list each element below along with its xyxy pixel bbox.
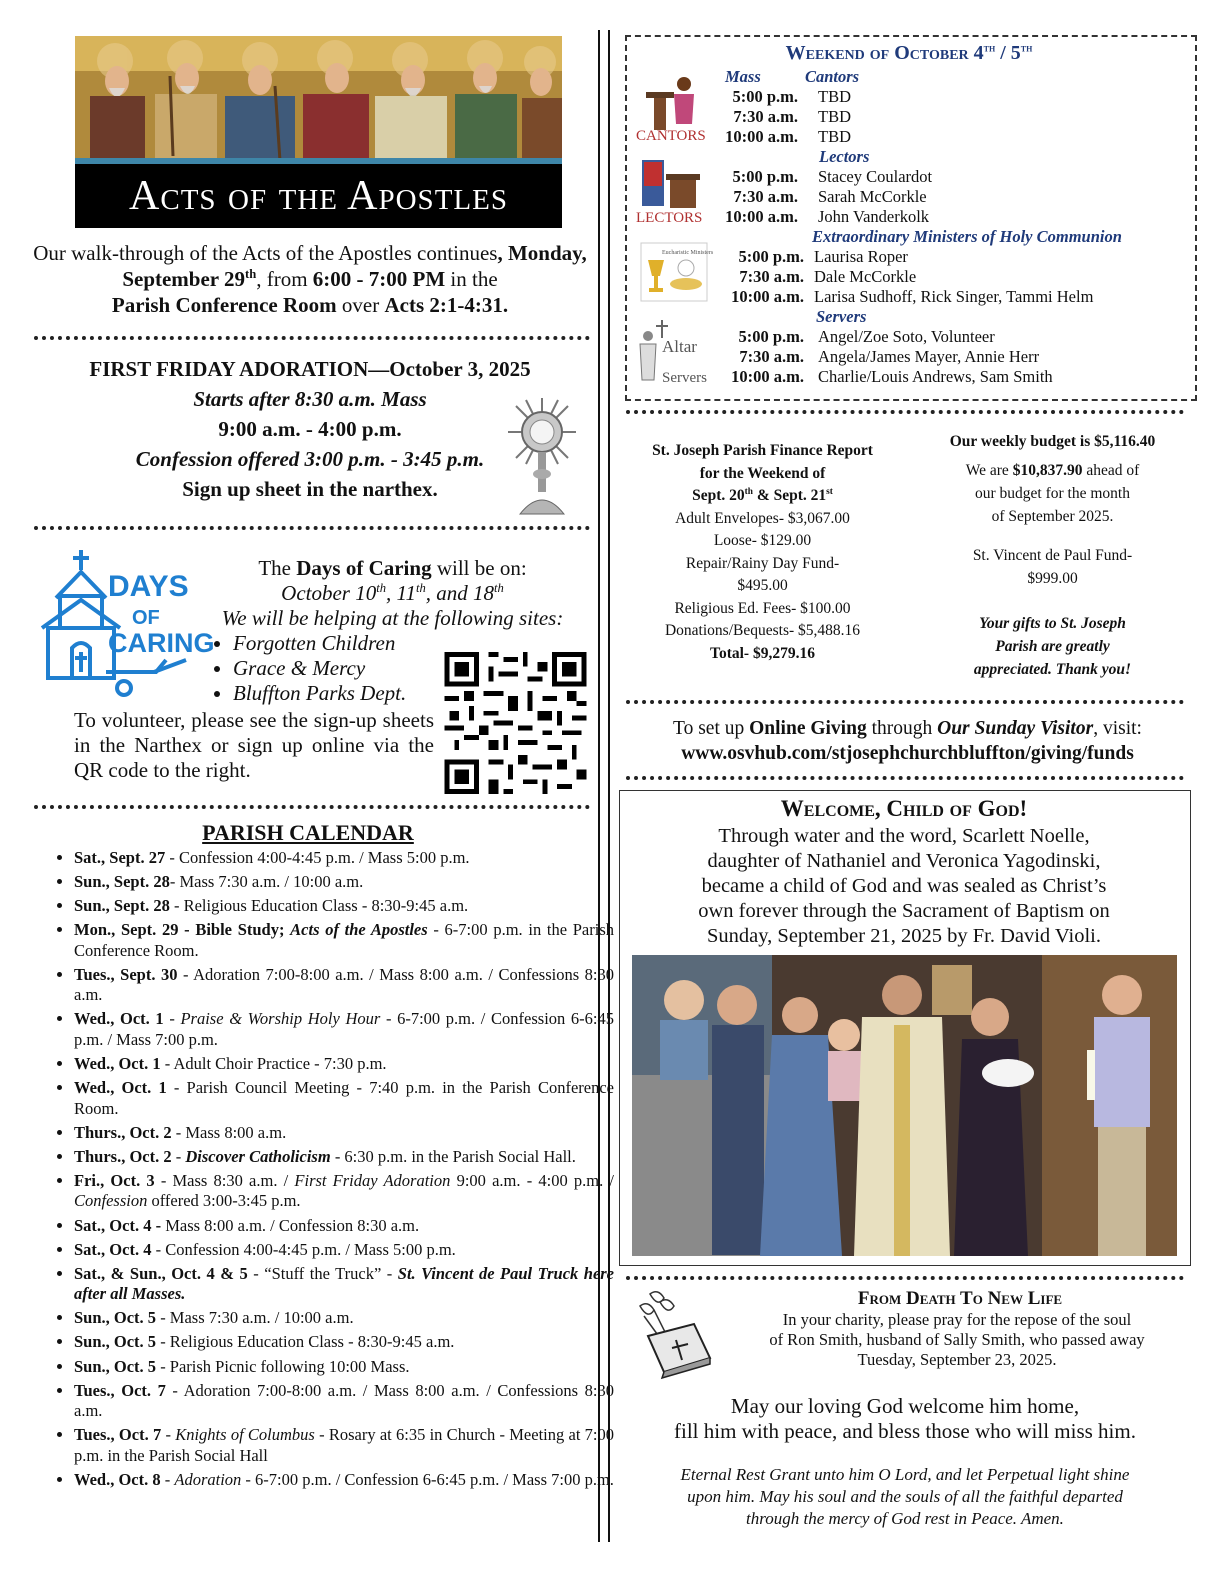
calendar-item-text: - Rosary at 6:35 in Church - Meeting at 7:00 p.m. in the Parish Social Hall bbox=[74, 1425, 614, 1465]
calendar-item-em: Knights of Columbus bbox=[175, 1425, 315, 1445]
qr-code[interactable] bbox=[443, 652, 588, 794]
calendar-item bbox=[74, 1171, 614, 1212]
minister-name: Larisa Sudhoff, Rick Singer, Tammi Helm bbox=[814, 287, 1094, 306]
minister-name: Sarah McCorkle bbox=[818, 187, 927, 206]
calendar-item-day: Sun., Oct. 5 bbox=[74, 1308, 157, 1328]
ahead-text-4: of September 2025. bbox=[991, 508, 1114, 525]
giving-bold: Online Giving bbox=[749, 718, 867, 739]
calendar-item-text: - Confession 4:00-4:45 p.m. / Mass 5:00 p.m. bbox=[165, 848, 470, 867]
acts-day: Monday, September 29 bbox=[122, 241, 587, 291]
calendar-item bbox=[74, 1308, 614, 1329]
calendar-item bbox=[74, 1240, 614, 1261]
doc-intro-text-2: will be on: bbox=[431, 556, 527, 580]
calendar-item-text: - Parish Picnic following 10:00 Mass. bbox=[156, 1356, 410, 1376]
welcome-line: Sunday, September 21, 2025 by Fr. David Violi. bbox=[707, 925, 1101, 947]
calendar-item-day: Fri., Oct. 3 bbox=[74, 1170, 155, 1190]
calendar-item bbox=[74, 896, 614, 917]
finance-heading-3: Sept. 20 bbox=[692, 487, 745, 504]
doc-intro-text: The bbox=[258, 556, 297, 580]
mass-time: 7:30 a.m. bbox=[733, 107, 798, 126]
minister-name: Laurisa Roper bbox=[814, 247, 908, 266]
doc-site: • Forgotten Children bbox=[233, 631, 590, 656]
cantors-header: Cantors bbox=[805, 67, 860, 86]
minister-name: John Vanderkolk bbox=[818, 207, 930, 226]
servers-icon-label-2: Servers bbox=[662, 370, 707, 386]
first-friday-hours: 9:00 a.m. - 4:00 p.m. bbox=[218, 417, 402, 441]
ahead-text-3: our budget for the month bbox=[975, 485, 1130, 502]
schedule-row bbox=[712, 127, 1182, 147]
calendar-item-text: - Adoration 7:00-8:00 a.m. / Mass 8:00 a.m. / Confessions 8:30 a.m. bbox=[74, 1380, 614, 1421]
prayer-line: fill him with peace, and bless those who will miss him. bbox=[674, 1419, 1136, 1443]
calendar-item-day: Sun., Sept. 28 bbox=[74, 872, 170, 892]
calendar-item bbox=[74, 1470, 614, 1491]
finance-heading-sup-2: st bbox=[826, 486, 833, 497]
welcome-line: daughter of Nathaniel and Veronica Yagodinski, bbox=[707, 850, 1101, 872]
eternal-rest-prayer bbox=[620, 1464, 1190, 1530]
schedule-row bbox=[712, 207, 1182, 227]
calendar-item-day: Sat., Sept. 27 bbox=[74, 848, 166, 867]
divider-dotted bbox=[34, 805, 590, 809]
servers-header: Servers bbox=[816, 307, 867, 326]
minister-name: Charlie/Louis Andrews, Sam Smith bbox=[818, 367, 1053, 386]
calendar-item-text: - Adoration 7:00-8:00 a.m. / Mass 8:00 a.m. / Confessions 8:30 a.m. bbox=[74, 964, 614, 1005]
doc-date-1-sup: th bbox=[376, 581, 387, 595]
calendar-item-text: - Mass 8:30 a.m. / bbox=[154, 1170, 295, 1190]
monstrance-icon bbox=[502, 394, 582, 518]
calendar-item-em: First Friday Adoration bbox=[294, 1170, 451, 1190]
thanks-text-3: appreciated. Thank you! bbox=[973, 661, 1132, 678]
divider-dotted bbox=[626, 410, 1184, 414]
weekend-title-sup: th bbox=[983, 40, 996, 55]
finance-line: Loose- $129.00 bbox=[713, 532, 812, 549]
first-friday-heading: FIRST FRIDAY ADORATION—October 3, 2025 bbox=[89, 357, 531, 381]
welcome-line: own forever through the Sacrament of Baptism on bbox=[698, 900, 1110, 922]
eucharistic-ministers-icon bbox=[640, 242, 714, 302]
calendar-item-pre: - bbox=[161, 1425, 176, 1445]
calendar-item-text: - 6:30 p.m. in the Parish Social Hall. bbox=[330, 1146, 576, 1166]
bible-lily-icon bbox=[630, 1288, 715, 1380]
doc-site: • Grace & Mercy bbox=[233, 656, 590, 681]
schedule-row bbox=[712, 87, 1182, 107]
memorial-line: In your charity, please pray for the repose of the soul bbox=[782, 1310, 1132, 1329]
minister-name: Angela/James Mayer, Annie Herr bbox=[818, 347, 1040, 366]
calendar-item-day: Sun., Oct. 5 bbox=[74, 1332, 157, 1352]
ahead-text-2: ahead of bbox=[1082, 462, 1140, 479]
eternal-line: upon him. May his soul and the souls of all the faithful departed bbox=[687, 1487, 1123, 1506]
acts-intro-text-2: , from bbox=[256, 267, 313, 291]
welcome-line: Through water and the word, Scarlett Noelle, bbox=[718, 825, 1090, 847]
calendar-item-day: Sat., Oct. 4 bbox=[74, 1239, 152, 1259]
calendar-item-pre: - bbox=[163, 1009, 181, 1029]
calendar-item-text: - Religious Education Class - 8:30-9:45 a.m. bbox=[169, 896, 469, 916]
calendar-item-text2: 9:00 a.m. - 4:00 p.m. / bbox=[450, 1170, 614, 1190]
mass-time: 5:00 p.m. bbox=[738, 327, 804, 346]
calendar-item-em2: Confession bbox=[74, 1191, 148, 1211]
finance-line: Donations/Bequests- $5,488.16 bbox=[664, 622, 861, 639]
weekend-title-sup-2: th bbox=[1020, 40, 1033, 55]
memorial-title: From Death To New Life bbox=[857, 1288, 1063, 1309]
calendar-item-pre: - bbox=[160, 1469, 175, 1489]
doc-date-1: October 10 bbox=[281, 581, 377, 605]
finance-heading-2: for the Weekend of bbox=[699, 464, 826, 482]
schedule-row bbox=[712, 347, 1182, 367]
calendar-item-strong-em: Discover Catholicism bbox=[185, 1146, 331, 1166]
divider-dotted bbox=[34, 526, 590, 530]
calendar-item bbox=[74, 872, 614, 893]
em-header: Extraordinary Ministers of Holy Communion bbox=[812, 227, 1122, 246]
calendar-item bbox=[74, 1078, 614, 1119]
calendar-item bbox=[74, 1381, 614, 1422]
giving-text-2: through bbox=[866, 718, 938, 739]
calendar-item-text: - 6-7:00 p.m. in the Parish Conference Room. bbox=[74, 920, 614, 960]
days-of-caring-logo bbox=[36, 548, 215, 698]
lectors-header: Lectors bbox=[819, 147, 870, 166]
calendar-item-day: Thurs., Oct. 2 bbox=[74, 1146, 172, 1166]
weekend-title-text-2: / 5 bbox=[995, 42, 1021, 64]
first-friday-signup: Sign up sheet in the narthex. bbox=[182, 477, 438, 501]
calendar-item-text: - “Stuff the Truck” - bbox=[247, 1263, 398, 1283]
calendar-item bbox=[74, 965, 614, 1006]
calendar-item bbox=[74, 1332, 614, 1353]
minister-name: Stacey Coulardot bbox=[818, 167, 933, 186]
calendar-item-day: Tues., Oct. 7 bbox=[74, 1380, 166, 1400]
doc-volunteer-text: To volunteer, please see the sign-up sheets in the Narthex or sign up online via the QR code to the right. bbox=[74, 708, 434, 782]
acts-intro-text: Our walk-through of the Acts of the Apostles continues bbox=[33, 241, 498, 265]
minister-name: TBD bbox=[818, 127, 851, 146]
calendar-item-day: Sat., Oct. 4 - bbox=[74, 1215, 162, 1235]
doc-date-3-sup: th bbox=[494, 581, 504, 595]
calendar-item-pre: - bbox=[171, 1146, 186, 1166]
calendar-item-day: Wed., Oct. 1 bbox=[74, 1054, 161, 1074]
mass-time: 10:00 a.m. bbox=[725, 207, 798, 226]
weekend-title-text: Weekend of October 4 bbox=[785, 42, 984, 64]
calendar-item-day: Sat., & Sun., Oct. 4 & 5 bbox=[74, 1263, 248, 1283]
calendar-item-text: - Confession 4:00-4:45 p.m. / Mass 5:00 p.m. bbox=[151, 1239, 456, 1259]
acts-day-sup: th bbox=[245, 267, 257, 281]
cantors-icon bbox=[634, 72, 710, 144]
calendar-item-em: Adoration bbox=[174, 1469, 242, 1489]
doc-site: • Bluffton Parks Dept. bbox=[233, 681, 590, 706]
schedule-row bbox=[712, 167, 1182, 187]
lectors-icon-label: LECTORS bbox=[636, 210, 703, 226]
minister-name: Angel/Zoe Soto, Volunteer bbox=[818, 327, 995, 346]
calendar-item bbox=[74, 920, 614, 961]
acts-intro-text-3: in the bbox=[445, 267, 498, 291]
calendar-item-day: Wed., Oct. 8 bbox=[74, 1469, 161, 1489]
mass-time: 7:30 a.m. bbox=[739, 267, 804, 286]
calendar-item-text3: offered 3:00-3:45 p.m. bbox=[147, 1191, 301, 1211]
finance-heading-1: St. Joseph Parish Finance Report bbox=[652, 442, 873, 459]
calendar-item-em: Praise & Worship Holy Hour bbox=[180, 1009, 381, 1029]
schedule-row bbox=[712, 367, 1182, 387]
servers-rows bbox=[712, 327, 1182, 387]
calendar-item-day: Tues., Oct. 7 bbox=[74, 1425, 162, 1445]
logo-days-text: DAYS bbox=[108, 570, 189, 603]
mass-time: 7:30 a.m. bbox=[739, 347, 804, 366]
baptism-photo bbox=[632, 955, 1177, 1256]
eternal-line: through the mercy of God rest in Peace. Amen. bbox=[746, 1509, 1064, 1528]
em-icon-label: Eucharistic Ministers bbox=[662, 250, 714, 256]
mass-time: 10:00 a.m. bbox=[731, 287, 804, 306]
calendar-item-text: Mass 8:00 a.m. / Confession 8:30 a.m. bbox=[161, 1215, 420, 1235]
first-friday-confession: Confession offered 3:00 p.m. - 3:45 p.m. bbox=[135, 447, 485, 471]
welcome-title: Welcome, Child of God! bbox=[780, 796, 1028, 821]
giving-url[interactable]: www.osvhub.com/stjosephchurchbluffton/giving/funds bbox=[681, 743, 1134, 764]
eternal-line: Eternal Rest Grant unto him O Lord, and let Perpetual light shine bbox=[680, 1465, 1130, 1484]
mass-time: 7:30 a.m. bbox=[733, 187, 798, 206]
calendar-item-day: Tues., Sept. 30 bbox=[74, 964, 178, 984]
calendar-item-text: - Mass 7:30 a.m. / 10:00 a.m. bbox=[169, 872, 364, 892]
divider-dotted bbox=[626, 776, 1184, 780]
thanks-text-1: Your gifts to St. Joseph bbox=[979, 615, 1126, 632]
servers-icon-label-1: Altar bbox=[662, 337, 697, 356]
weekend-title bbox=[625, 42, 1193, 65]
finance-line: Repair/Rainy Day Fund- bbox=[685, 554, 840, 572]
schedule-row bbox=[712, 327, 1182, 347]
schedule-row bbox=[712, 107, 1182, 127]
finance-heading-3b: & Sept. 21 bbox=[752, 487, 827, 504]
calendar-item-text: - Religious Education Class - 8:30-9:45 a.m. bbox=[156, 1332, 455, 1352]
logo-caring-text: CARING bbox=[108, 628, 215, 658]
finance-line: $495.00 bbox=[737, 577, 788, 594]
acts-hero-banner bbox=[75, 36, 562, 228]
giving-text: To set up bbox=[673, 718, 750, 739]
calendar-item bbox=[74, 1123, 614, 1144]
weekly-budget: Our weekly budget is $5,116.40 bbox=[949, 433, 1156, 450]
calendar-item-text: - 6-7:00 p.m. / Confession 6-6:45 p.m. / Mass 7:00 p.m. bbox=[241, 1469, 614, 1489]
calendar-list bbox=[40, 848, 614, 1494]
doc-helping: We will be helping at the following sites: bbox=[221, 606, 564, 630]
finance-line: Adult Envelopes- $3,067.00 bbox=[675, 509, 850, 527]
first-friday-starts: Starts after 8:30 a.m. Mass bbox=[193, 387, 427, 411]
welcome-line: became a child of God and was sealed as Christ’s bbox=[701, 875, 1107, 897]
calendar-item-text: - Mass 8:00 a.m. bbox=[171, 1122, 287, 1142]
finance-total: Total- $9,279.16 bbox=[710, 644, 815, 662]
acts-title: Acts of the Apostles bbox=[75, 164, 562, 228]
memorial-prayer bbox=[620, 1394, 1190, 1444]
memorial-text bbox=[712, 1310, 1202, 1370]
doc-date-3: , and 18 bbox=[425, 581, 495, 605]
ahead-amount: $10,837.90 bbox=[1012, 462, 1083, 479]
first-friday-block bbox=[40, 354, 580, 504]
calendar-item-day: Sun., Sept. 28 bbox=[74, 896, 170, 916]
calendar-item bbox=[74, 1425, 614, 1466]
ahead-text: We are bbox=[965, 462, 1013, 479]
mass-time: 10:00 a.m. bbox=[731, 367, 804, 386]
finance-heading-sup: th bbox=[744, 486, 753, 497]
apostles-painting bbox=[75, 36, 562, 161]
mass-time: 5:00 p.m. bbox=[738, 247, 804, 266]
calendar-item-text: - Mass 7:30 a.m. / 10:00 a.m. bbox=[156, 1308, 354, 1328]
calendar-item bbox=[74, 1216, 614, 1237]
acts-intro-text-4: over bbox=[336, 293, 385, 317]
mass-header: Mass bbox=[725, 67, 761, 86]
schedule-row bbox=[712, 267, 1182, 287]
calendar-item-strong-em: St. Vincent de Paul Truck here after all Masses. bbox=[74, 1263, 615, 1304]
finance-line: Religious Ed. Fees- $100.00 bbox=[674, 599, 851, 617]
cantors-rows bbox=[712, 87, 1182, 147]
calendar-item bbox=[74, 1009, 614, 1050]
calendar-item-text: - Parish Council Meeting - 7:40 p.m. in the Parish Conference Room. bbox=[74, 1078, 614, 1118]
finance-report bbox=[625, 440, 900, 665]
calendar-item bbox=[74, 848, 614, 869]
calendar-item-day: Sun., Oct. 5 bbox=[74, 1356, 157, 1376]
divider-dotted bbox=[626, 1276, 1184, 1280]
doc-date-2-sup: th bbox=[415, 581, 426, 595]
calendar-item-day: Wed., Oct. 1 bbox=[74, 1078, 167, 1098]
giving-text-3: , visit: bbox=[1093, 718, 1142, 739]
minister-name: Dale McCorkle bbox=[814, 267, 917, 286]
welcome-text bbox=[625, 824, 1183, 949]
altar-servers-icon bbox=[634, 318, 710, 390]
calendar-item bbox=[74, 1054, 614, 1075]
acts-intro: Our walk-through of the Acts of the Apostles continues, Monday, September 29th, from 6:00 - 7:00 PM in the Parish Conference Room over Acts 2:1-4:31. bbox=[33, 241, 587, 317]
divider-dotted bbox=[34, 336, 590, 340]
lectors-rows bbox=[712, 167, 1182, 227]
schedule-row bbox=[712, 287, 1182, 307]
doc-intro-bold: Days of Caring bbox=[296, 556, 432, 580]
calendar-item bbox=[74, 1147, 614, 1168]
schedule-row bbox=[712, 187, 1182, 207]
divider-dotted bbox=[626, 700, 1184, 704]
cantors-schedule bbox=[712, 67, 1182, 387]
budget-summary bbox=[925, 430, 1180, 681]
calendar-item-day: Mon., Sept. 29 - Bible Study; bbox=[74, 920, 291, 940]
memorial-line: Tuesday, September 23, 2025. bbox=[857, 1350, 1057, 1369]
svdp-fund-label: St. Vincent de Paul Fund- bbox=[972, 547, 1133, 564]
thanks-text-2: Parish are greatly bbox=[995, 638, 1110, 655]
calendar-item-day: Thurs., Oct. 2 bbox=[74, 1122, 172, 1142]
calendar-item-text: - Adult Choir Practice - 7:30 p.m. bbox=[160, 1054, 387, 1074]
acts-passage: Acts 2:1-4:31. bbox=[384, 293, 509, 317]
mass-time: 10:00 a.m. bbox=[725, 127, 798, 146]
online-giving bbox=[625, 716, 1190, 766]
prayer-line: May our loving God welcome him home, bbox=[730, 1394, 1080, 1418]
mass-time: 5:00 p.m. bbox=[732, 167, 798, 186]
memorial-line: of Ron Smith, husband of Sally Smith, who passed away bbox=[769, 1330, 1145, 1349]
acts-room: Parish Conference Room bbox=[111, 293, 337, 317]
calendar-item bbox=[74, 1357, 614, 1378]
ministers-rows bbox=[712, 247, 1182, 307]
calendar-item-day: Wed., Oct. 1 bbox=[74, 1009, 164, 1029]
mass-time: 5:00 p.m. bbox=[732, 87, 798, 106]
lectors-icon bbox=[634, 156, 710, 226]
schedule-row bbox=[712, 247, 1182, 267]
giving-osv: Our Sunday Visitor bbox=[937, 718, 1094, 739]
calendar-item-text: - 6-7:00 p.m. / Confession 6-6:45 p.m. / Mass 7:00 p.m. bbox=[74, 1009, 615, 1049]
doc-date-2: , 11 bbox=[386, 581, 416, 605]
svdp-fund-amount: $999.00 bbox=[1027, 570, 1078, 587]
acts-time: 6:00 - 7:00 PM bbox=[312, 267, 446, 291]
logo-of-text: OF bbox=[132, 607, 160, 629]
calendar-item-em: Acts of the Apostles bbox=[290, 920, 428, 940]
cantors-icon-label: CANTORS bbox=[636, 128, 706, 144]
minister-name: TBD bbox=[818, 87, 851, 106]
calendar-title: PARISH CALENDAR bbox=[202, 820, 414, 845]
minister-name: TBD bbox=[818, 107, 851, 126]
calendar-item bbox=[74, 1264, 614, 1305]
